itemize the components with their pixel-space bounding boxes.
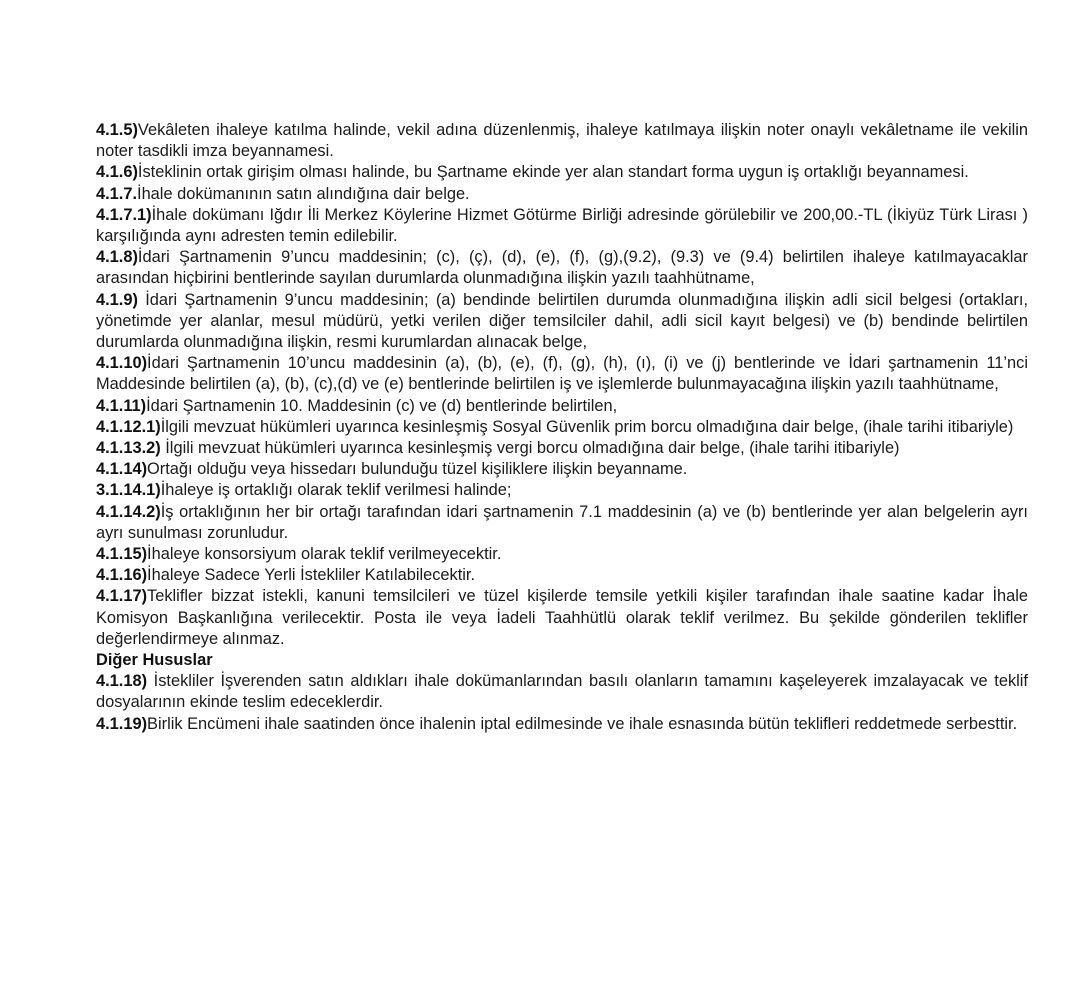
clause-3-1-14-1 bbox=[96, 480, 1028, 501]
clause-number: 4.1.13.2) bbox=[96, 439, 161, 458]
clause-4-1-8 bbox=[96, 247, 1028, 289]
clause-text: Birlik Encümeni ihale saatinden önce ihalenin iptal edilmesinde ve ihale esnasında bütün teklifleri reddetmede serbesttir. bbox=[147, 714, 1018, 733]
clause-number: 4.1.8) bbox=[96, 248, 138, 267]
clause-text: İhaleye iş ortaklığı olarak teklif verilmesi halinde; bbox=[160, 481, 512, 500]
clause-4-1-5 bbox=[96, 120, 1028, 162]
clause-text: İdari Şartnamenin 9’uncu maddesinin; (a) bendinde belirtilen durumda olunmadığına ilişkin adli sicil belgesi (ortakları, yönetimde yer alanlar, mesul müdürü, yetki verilen diğer temsilciler dahil, adli sicil kayıt belgesi) ve (b) bendinde belirtilen durumlarda olunmadığına ilişkin, resmi kurumlardan alınacak belge, bbox=[96, 290, 1028, 352]
clause-text: İhaleye konsorsiyum olarak teklif verilmeyecektir. bbox=[147, 545, 502, 564]
clause-number: 4.1.19) bbox=[96, 714, 148, 733]
clause-number: 4.1.15) bbox=[96, 545, 148, 564]
clause-number: 4.1.16) bbox=[96, 566, 148, 585]
clause-4-1-13-2 bbox=[96, 438, 1028, 459]
clause-text: İş ortaklığının her bir ortağı tarafından idari şartnamenin 7.1 maddesinin (a) ve (b) bentlerinde yer alan belgelerin ayrı ayrı sunulması zorunludur. bbox=[96, 502, 1028, 542]
clause-4-1-18 bbox=[96, 671, 1028, 713]
clause-number: 4.1.6) bbox=[96, 163, 138, 182]
clause-4-1-15 bbox=[96, 544, 1028, 565]
clause-text: İhaleye Sadece Yerli İstekliler Katılabilecektir. bbox=[147, 566, 476, 585]
clause-number: 4.1.14.2) bbox=[96, 502, 161, 521]
clause-number: 4.1.7. bbox=[96, 184, 138, 203]
clause-text: İsteklinin ortak girişim olması halinde, bu Şartname ekinde yer alan standart forma uygun iş ortaklığı beyannamesi. bbox=[137, 163, 969, 182]
section-heading: Diğer Hususlar bbox=[96, 651, 213, 670]
clause-text: İhale dokümanı Iğdır İli Merkez Köylerine Hizmet Götürme Birliği adresinde görülebilir ve 200,00.-TL (İkiyüz Türk Lirası ) karşılığında aynı adresten temin edilebilir. bbox=[96, 205, 1028, 246]
clause-4-1-7-1 bbox=[96, 205, 1028, 247]
clause-text: Teklifler bizzat istekli, kanuni temsilcileri ve tüzel kişilerde temsile yetkili kişiler tarafından ihale saatine kadar İhale Komisyon Başkanlığına verilecektir. Posta ile veya İadeli Taahhütlü olarak teklif verilmez. Bu şekilde gönderilen teklifler değerlendirmeye alınmaz. bbox=[96, 587, 1028, 648]
clause-text: İstekliler İşverenden satın aldıkları ihale dokümanlarından basılı olanların tamamını kaşeleyerek imzalayacak ve teklif dosyalarının ekinde teslim edeceklerdir. bbox=[96, 672, 1028, 712]
clause-4-1-10 bbox=[96, 353, 1028, 395]
clause-text: Vekâleten ihaleye katılma halinde, vekil adına düzenlenmiş, ihaleye katılmaya ilişkin noter onaylı vekâletname ile vekilin noter tasdikli imza beyannamesi. bbox=[96, 121, 1028, 161]
clause-4-1-12-1 bbox=[96, 417, 1028, 438]
clause-4-1-9 bbox=[96, 290, 1028, 354]
clause-number: 4.1.11) bbox=[96, 396, 147, 415]
clause-text: İlgili mevzuat hükümleri uyarınca kesinleşmiş Sosyal Güvenlik prim borcu olmadığına dair belge, (ihale tarihi itibariyle) bbox=[160, 417, 1014, 436]
clause-text: Ortağı olduğu veya hissedarı bulunduğu tüzel kişiliklere ilişkin beyanname. bbox=[147, 460, 688, 479]
clause-text: İhale dokümanının satın alındığına dair belge. bbox=[137, 184, 470, 203]
clause-4-1-14 bbox=[96, 459, 1028, 480]
clause-number: 4.1.7.1) bbox=[96, 205, 152, 224]
clause-4-1-14-2 bbox=[96, 502, 1028, 544]
document-body bbox=[96, 120, 1028, 735]
clause-text: İdari Şartnamenin 10. Maddesinin (c) ve (d) bentlerinde belirtilen, bbox=[146, 396, 618, 415]
clause-number: 4.1.5) bbox=[96, 121, 138, 139]
clause-number: 4.1.12.1) bbox=[96, 417, 161, 436]
clause-4-1-11 bbox=[96, 396, 1028, 417]
clause-number: 4.1.10) bbox=[96, 354, 148, 373]
clause-number: 4.1.17) bbox=[96, 587, 148, 606]
clause-4-1-7 bbox=[96, 184, 1028, 205]
clause-4-1-19 bbox=[96, 714, 1028, 735]
clause-number: 4.1.9) bbox=[96, 290, 138, 309]
clause-4-1-6 bbox=[96, 162, 1028, 183]
clause-4-1-17 bbox=[96, 586, 1028, 650]
clause-4-1-16 bbox=[96, 565, 1028, 586]
clause-text: İdari Şartnamenin 10’uncu maddesinin (a), (b), (e), (f), (g), (h), (ı), (i) ve (j) bentlerinde ve İdari şartnamenin 11’nci Maddesinde belirtilen (a), (b), (c),(d) ve (e) bentlerinde belirtilen iş ve işlemlerde bulunmayacağına ilişkin yazılı taahhütname, bbox=[96, 354, 1028, 394]
clause-number: 4.1.14) bbox=[96, 460, 148, 479]
clause-text: İlgili mevzuat hükümleri uyarınca kesinleşmiş vergi borcu olmadığına dair belge, (ihale tarihi itibariyle) bbox=[160, 439, 900, 458]
clause-text: İdari Şartnamenin 9’uncu maddesinin; (c), (ç), (d), (e), (f), (g),(9.2), (9.3) ve (9.4) belirtilen ihaleye katılmayacaklar arasından hiçbirini bentlerinde sayılan durumlarda olunmadığına ilişkin yazılı taahhütname, bbox=[96, 248, 1028, 288]
clause-number: 4.1.18) bbox=[96, 672, 148, 691]
clause-number: 3.1.14.1) bbox=[96, 481, 161, 500]
